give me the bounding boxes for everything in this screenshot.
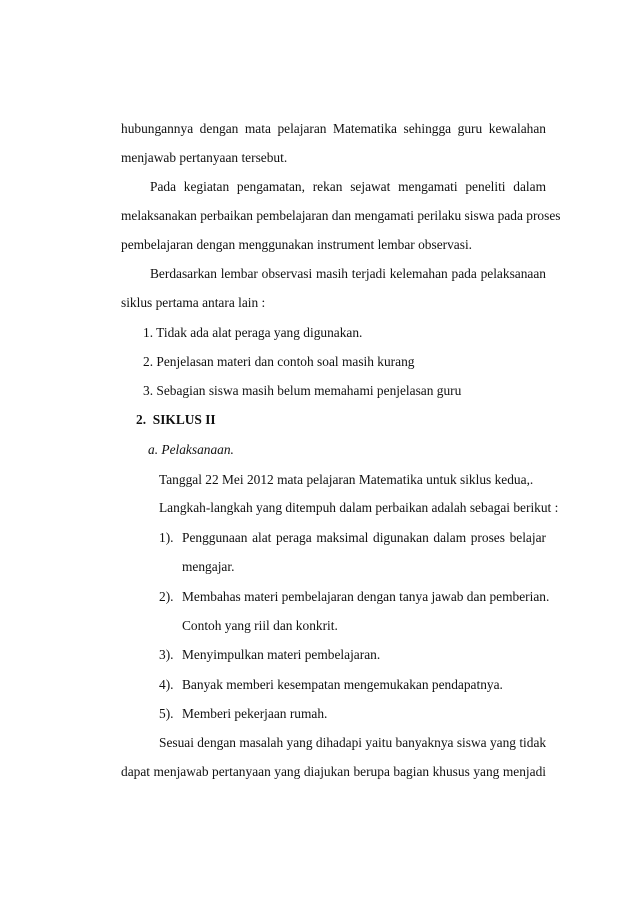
list-text: Penjelasan materi dan contoh soal masih kurang bbox=[156, 354, 415, 369]
list-item bbox=[143, 383, 461, 399]
section-heading bbox=[136, 412, 216, 428]
step-text: Menyimpulkan materi pembelajaran. bbox=[182, 647, 381, 662]
paragraph-line: dapat menjawab pertanyaan yang diajukan berupa bagian khusus yang menjadi bbox=[121, 764, 546, 779]
list-text: Tidak ada alat peraga yang digunakan. bbox=[156, 325, 363, 340]
list-item bbox=[143, 354, 414, 370]
paragraph-line: Sesuai dengan masalah yang dihadapi yaitu banyaknya siswa yang tidak bbox=[159, 735, 547, 750]
list-text: Sebagian siswa masih belum memahami penjelasan guru bbox=[156, 383, 462, 398]
step-text: Contoh yang riil dan konkrit. bbox=[182, 618, 338, 633]
list-number: 2. bbox=[143, 354, 154, 369]
step-text: Membahas materi pembelajaran dengan tanya jawab dan pemberian. bbox=[182, 589, 550, 604]
step-text: Memberi pekerjaan rumah. bbox=[182, 706, 328, 721]
list-item bbox=[143, 325, 362, 341]
step-text: mengajar. bbox=[182, 559, 235, 574]
step-text: Penggunaan alat peraga maksimal digunakan dalam proses belajar bbox=[182, 530, 546, 545]
paragraph-line: menjawab pertanyaan tersebut. bbox=[121, 150, 288, 165]
step-number: 3). bbox=[159, 647, 174, 662]
paragraph-line: hubungannya dengan mata pelajaran Matematika sehingga guru kewalahan bbox=[121, 121, 546, 136]
paragraph-line: Berdasarkan lembar observasi masih terjadi kelemahan pada pelaksanaan bbox=[150, 266, 546, 281]
section-title: SIKLUS II bbox=[152, 412, 216, 427]
step-number: 1). bbox=[159, 530, 174, 545]
paragraph-line: melaksanakan perbaikan pembelajaran dan mengamati perilaku siswa pada proses bbox=[121, 208, 561, 223]
step-text: Banyak memberi kesempatan mengemukakan pendapatnya. bbox=[182, 677, 503, 692]
step-number: 2). bbox=[159, 589, 174, 604]
step-number: 5). bbox=[159, 706, 174, 721]
paragraph-line: siklus pertama antara lain : bbox=[121, 295, 266, 310]
section-number: 2. bbox=[136, 412, 147, 427]
step-number: 4). bbox=[159, 677, 174, 692]
paragraph-line: Langkah-langkah yang ditempuh dalam perbaikan adalah sebagai berikut : bbox=[159, 500, 559, 515]
paragraph-line: Tanggal 22 Mei 2012 mata pelajaran Matematika untuk siklus kedua,. bbox=[159, 472, 534, 487]
list-number: 3. bbox=[143, 383, 154, 398]
subsection-heading: a. Pelaksanaan. bbox=[148, 442, 234, 457]
list-number: 1. bbox=[143, 325, 154, 340]
paragraph-line: pembelajaran dengan menggunakan instrument lembar observasi. bbox=[121, 237, 473, 252]
paragraph-line: Pada kegiatan pengamatan, rekan sejawat mengamati peneliti dalam bbox=[150, 179, 546, 194]
